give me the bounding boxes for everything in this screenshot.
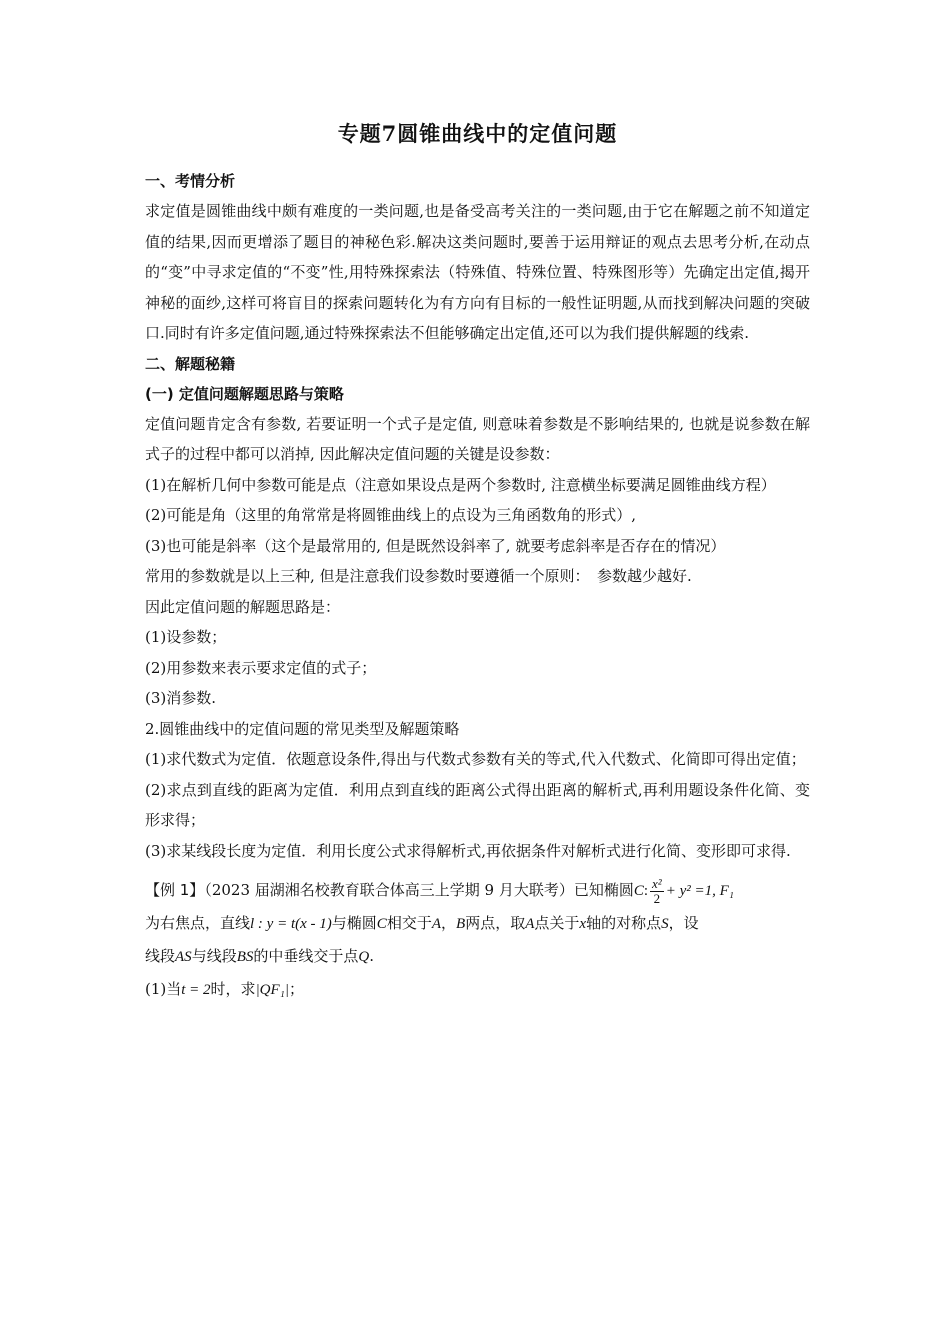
strategy-paragraph-3: (2)可能是角（这里的角常常是将圆锥曲线上的点设为三角函数角的形式）, [145, 506, 637, 524]
type-3: (3)求某线段长度为定值．利用长度公式求得解析式,再依据条件对解析式进行化简、变形即可求得. [145, 841, 791, 860]
strategy-paragraph-2: (1)在解析几何中参数可能是点（注意如果设点是两个参数时, 注意横坐标要满足圆锥曲线方程） [145, 475, 776, 494]
text-period: . [369, 947, 375, 965]
type-2: (2)求点到直线的距离为定值．利用点到直线的距离公式得出距离的解析式,再利用题设条件化简、变形求得； [145, 780, 810, 829]
question-1-end: ； [289, 980, 305, 998]
example-label: 【例 1】 [145, 881, 205, 899]
text-segment: 线段 [145, 947, 176, 965]
fraction-numerator: x² [652, 876, 662, 892]
text-two-points: 两点，取 [465, 914, 526, 932]
section-heading-secrets: 二、解题秘籍 [145, 354, 236, 373]
subsection-heading-strategy: (一) 定值问题解题思路与策略 [145, 384, 344, 403]
symbol-a-2: A [525, 916, 535, 932]
text-point-about: 点关于 [534, 914, 580, 932]
section-heading-analysis: 一、考情分析 [145, 172, 236, 190]
text-with-ellipse: 与椭圆 [331, 914, 377, 932]
question-1-expression: |QF₁| [255, 982, 290, 998]
document-page [145, 118, 810, 1006]
symbol-b: B [456, 916, 466, 932]
fraction-denominator: 2 [653, 891, 661, 907]
example-line-1 [145, 874, 810, 907]
step-1: (1)设参数； [145, 628, 227, 646]
text-symmetric-point: 轴的对称点 [586, 914, 662, 932]
example-line-2 [145, 907, 810, 940]
question-1-condition: t = 2 [181, 982, 211, 998]
text-and-segment: 与线段 [191, 947, 237, 965]
analysis-paragraph: 求定值是圆锥曲线中颇有难度的一类问题,也是备受高考关注的一类问题,由于它在解题之前不知道定值的结果,因而更增添了题目的神秘色彩.解决这类问题时,要善于运用辩证的观点去思考分析,在动点的“变”中寻求定值的“不变”性,用特殊探索法（特殊值、特殊位置、特殊图形等）先确定出定值,揭开神秘的面纱,这样可将盲目的探索问题转化为有方向有目标的一般性证明题,从而找到解决问题的突破口.同时有许多定值问题,通过特殊探索法不但能够确定出定值,还可以为我们提供解题的线索. [145, 202, 810, 342]
step-2: (2)用参数来表示要求定值的式子； [145, 658, 377, 677]
strategy-paragraph-4: (3)也可能是斜率（这个是最常用的, 但是既然设斜率了, 就要考虑斜率是否存在的情况） [145, 536, 726, 555]
text-intersect: 相交于 [386, 914, 432, 932]
example-question-1 [145, 973, 810, 1006]
symbol-c: C [376, 916, 387, 932]
text-perpendicular-bisector: 的中垂线交于点 [253, 947, 359, 965]
text-right-focus: 为右焦点，直线 [145, 914, 251, 932]
symbol-x: x [579, 916, 587, 932]
ellipse-rest: + y² =1, F₁ [665, 883, 734, 899]
symbol-s: S [661, 916, 669, 932]
ellipse-equation [634, 875, 734, 907]
example-line-3 [145, 940, 810, 973]
types-heading: 2.圆锥曲线中的定值问题的常见类型及解题策略 [145, 719, 460, 738]
ellipse-fraction [650, 877, 664, 906]
text-comma: ， [441, 914, 457, 932]
strategy-paragraph-6: 因此定值问题的解题思路是： [145, 597, 341, 616]
question-1-mid: 时，求 [210, 980, 256, 998]
page-title: 专题7圆锥曲线中的定值问题 [337, 121, 618, 146]
symbol-a: A [431, 916, 441, 932]
symbol-q: Q [358, 949, 370, 965]
ellipse-colon: : [643, 883, 649, 899]
ellipse-letter-c: C [633, 883, 644, 899]
text-let: ，设 [668, 914, 699, 932]
step-3: (3)消参数. [145, 689, 217, 707]
segment-bs: BS [236, 949, 254, 965]
example-source: （2023 届湖湘名校教育联合体高三上学期 9 月大联考）已知椭圆 [204, 881, 634, 899]
strategy-paragraph-5: 常用的参数就是以上三种, 但是注意我们设参数时要遵循一个原则： 参数越少越好. [145, 567, 692, 585]
line-equation: l : y = t(x - 1) [250, 916, 332, 932]
example-1 [145, 874, 810, 1006]
segment-as: AS [175, 949, 192, 965]
strategy-paragraph-1: 定值问题肯定含有参数, 若要证明一个式子是定值, 则意味着参数是不影响结果的, 也就是说参数在解式子的过程中都可以消掉, 因此解决定值问题的关键是设参数： [145, 414, 810, 463]
question-1-prefix: (1)当 [145, 980, 182, 998]
type-1: (1)求代数式为定值．依题意设条件,得出与代数式参数有关的等式,代入代数式、化简即可得出定值； [145, 750, 806, 768]
